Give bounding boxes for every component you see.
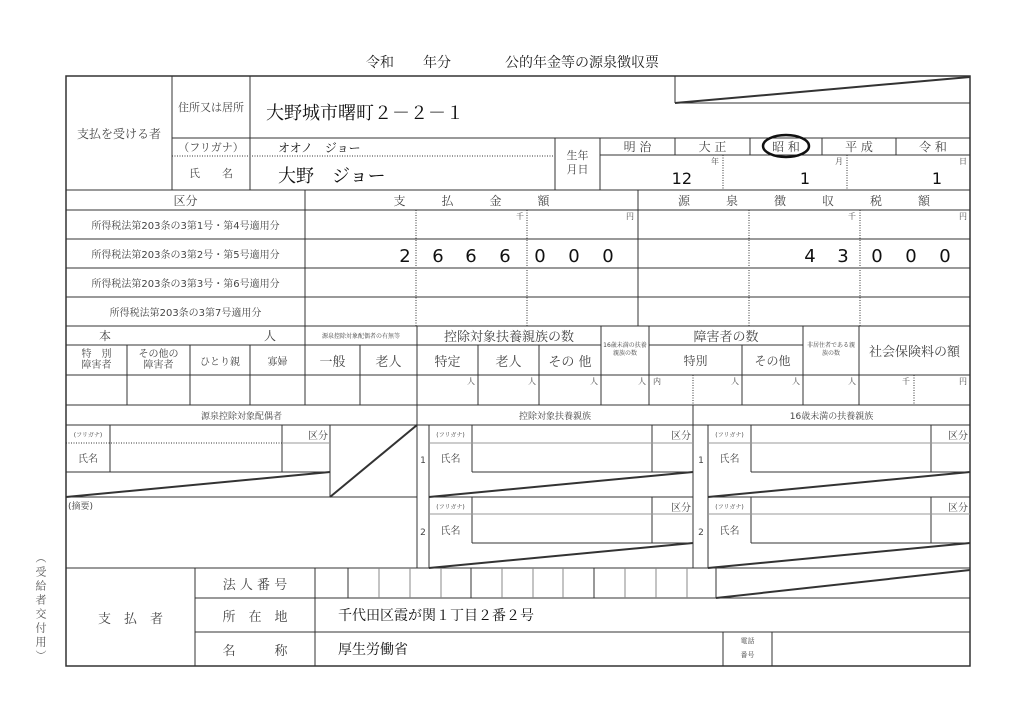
amount-digit: 6	[465, 245, 477, 267]
amount-digit: 0	[602, 245, 614, 267]
disabled-count-header: 障害者の数	[693, 330, 759, 345]
under16-furigana-label: (フリガナ)	[715, 431, 744, 439]
page-title: 公的年金等の源泉徴収票	[505, 55, 659, 71]
payer-label: 支 払 者	[97, 611, 163, 627]
dependents-count-header: 控除対象扶養親族の数	[443, 330, 574, 345]
birth-month: 1	[799, 168, 811, 188]
era-showa: 昭 和	[772, 140, 800, 154]
amount-digit: 0	[534, 245, 546, 267]
dependent-name-label: 氏名	[440, 526, 461, 537]
payment-row-label: 所得税法第203条の3第1号・第4号適用分	[91, 221, 280, 232]
unit-person: 人	[792, 376, 800, 386]
phone-label-1: 電話	[740, 637, 755, 645]
title-era: 令和	[366, 55, 394, 71]
payment-row-label: 所得税法第203条の3第2号・第5号適用分	[91, 250, 280, 261]
birth-year: 12	[671, 168, 692, 188]
sub-other-dependent: その 他	[548, 354, 592, 370]
unit-yen: 円	[959, 376, 967, 386]
payer-name-label: 名 称	[222, 643, 288, 659]
payment-row-label: 所得税法第203条の3第3号・第6号適用分	[91, 279, 280, 290]
sub-disabled-other: その他	[754, 353, 791, 368]
birth-label-2: 月日	[566, 163, 589, 176]
corp-number-label: 法 人 番 号	[222, 577, 288, 593]
dependent-name-label: 氏名	[440, 454, 461, 465]
under16-furigana-label: (フリガナ)	[715, 503, 744, 511]
amount-yen-unit: 円	[626, 211, 634, 221]
under16-number: 1	[698, 456, 704, 466]
birth-label-1: 生年	[566, 149, 589, 162]
tax-digit: 3	[837, 245, 849, 267]
unit-thousand: 千	[902, 376, 910, 386]
payer-name: 厚生労働省	[338, 642, 408, 658]
nonresident-header: 非居住者である親族の数	[806, 342, 855, 357]
tax-digit: 0	[905, 245, 917, 267]
recipient-name: 大野 ジョー	[278, 166, 386, 187]
under16-count-header: 16歳未満の扶養親族の数	[603, 342, 647, 357]
tax-digit: 0	[939, 245, 951, 267]
under16-category-label: 区分	[948, 430, 968, 442]
remarks-label: (摘要)	[68, 501, 94, 512]
unit-person: 人	[467, 376, 475, 386]
day-unit: 日	[959, 156, 967, 166]
month-unit: 月	[835, 156, 843, 166]
tax-yen-unit: 円	[959, 211, 967, 221]
self-label-2: 人	[263, 329, 276, 343]
spouse-name-label: 氏名	[78, 454, 98, 465]
dependent-number: 2	[420, 527, 426, 538]
sub-elderly: 老人	[375, 354, 402, 370]
amount-digit: 6	[432, 245, 444, 267]
sub-single-parent: ひとり親	[200, 356, 240, 368]
amount-digit: 0	[568, 245, 580, 267]
dependent-category-label: 区分	[671, 430, 691, 442]
era-heisei: 平 成	[845, 140, 873, 154]
amount-header: 支 払 金 額	[393, 193, 550, 208]
recipient-furigana: オオノ ジョー	[278, 140, 361, 155]
amount-thousand-unit: 千	[516, 211, 524, 221]
payment-row-label: 所得税法第203条の3第7号適用分	[109, 308, 262, 319]
social-insurance-header: 社会保険料の額	[868, 345, 960, 360]
copy-label: （受給者交付用）	[34, 551, 47, 664]
recipient-address: 大野城市曙町２－２－１	[266, 103, 464, 124]
name-label: 氏 名	[189, 167, 233, 180]
address-label: 住所又は居所	[178, 101, 244, 114]
spouse-section-header: 源泉控除対象配偶者	[200, 411, 282, 422]
unit-person: 人	[848, 376, 856, 386]
tax-header: 源 泉 徴 収 税 額	[677, 193, 930, 208]
sub-widow: 寡婦	[267, 356, 288, 368]
unit-person: 人	[528, 376, 536, 386]
spouse-furigana-label: (フリガナ)	[73, 431, 103, 439]
tax-digit: 4	[804, 245, 816, 267]
sub-special-disabled: 特 別 障害者	[81, 349, 112, 371]
amount-digit: 2	[399, 245, 411, 267]
sub-disabled-special: 特別	[683, 353, 708, 368]
unit-person: 人	[638, 376, 646, 386]
under16-section-header: 16歳未満の扶養親族	[789, 411, 874, 422]
unit-person: 人	[731, 376, 739, 386]
unit-person: 人	[590, 376, 598, 386]
dependent-furigana-label: (フリガナ)	[436, 503, 465, 511]
sub-other-disabled: その他の 障害者	[138, 349, 179, 371]
sub-specific: 特定	[434, 354, 461, 370]
dependent-number: 1	[420, 456, 426, 466]
tax-digit: 0	[871, 245, 883, 267]
recipient-label: 支払を受ける者	[76, 126, 161, 141]
era-reiwa: 令 和	[919, 140, 947, 154]
category-header: 区分	[173, 193, 198, 208]
self-label-1: 本	[98, 329, 111, 343]
sub-elderly-dependent: 老人	[495, 354, 522, 370]
era-meiji: 明 治	[623, 140, 652, 154]
year-unit: 年	[711, 156, 719, 166]
under16-name-label: 氏名	[719, 526, 740, 537]
birth-day: 1	[931, 168, 943, 188]
furigana-label: （フリガナ）	[178, 141, 244, 154]
title-year-suffix: 年分	[423, 55, 451, 71]
payer-address: 千代田区霞が関１丁目２番２号	[338, 608, 534, 624]
under16-category-label: 区分	[948, 502, 968, 514]
sub-general: 一般	[319, 354, 346, 370]
payer-address-label: 所 在 地	[222, 609, 288, 625]
phone-label-2: 番号	[740, 651, 755, 659]
era-taisho: 大 正	[698, 140, 727, 154]
tax-thousand-unit: 千	[848, 211, 856, 221]
spouse-presence-header: 源泉控除対象配偶者の有無等	[321, 333, 400, 340]
spouse-category-label: 区分	[308, 430, 328, 442]
dependent-category-label: 区分	[671, 502, 691, 514]
dependents-section-header: 控除対象扶養親族	[518, 411, 591, 422]
amount-digit: 6	[499, 245, 511, 267]
under16-name-label: 氏名	[719, 454, 740, 465]
unit-inner: 内	[653, 376, 661, 386]
under16-number: 2	[698, 527, 704, 538]
dependent-furigana-label: (フリガナ)	[436, 431, 465, 439]
